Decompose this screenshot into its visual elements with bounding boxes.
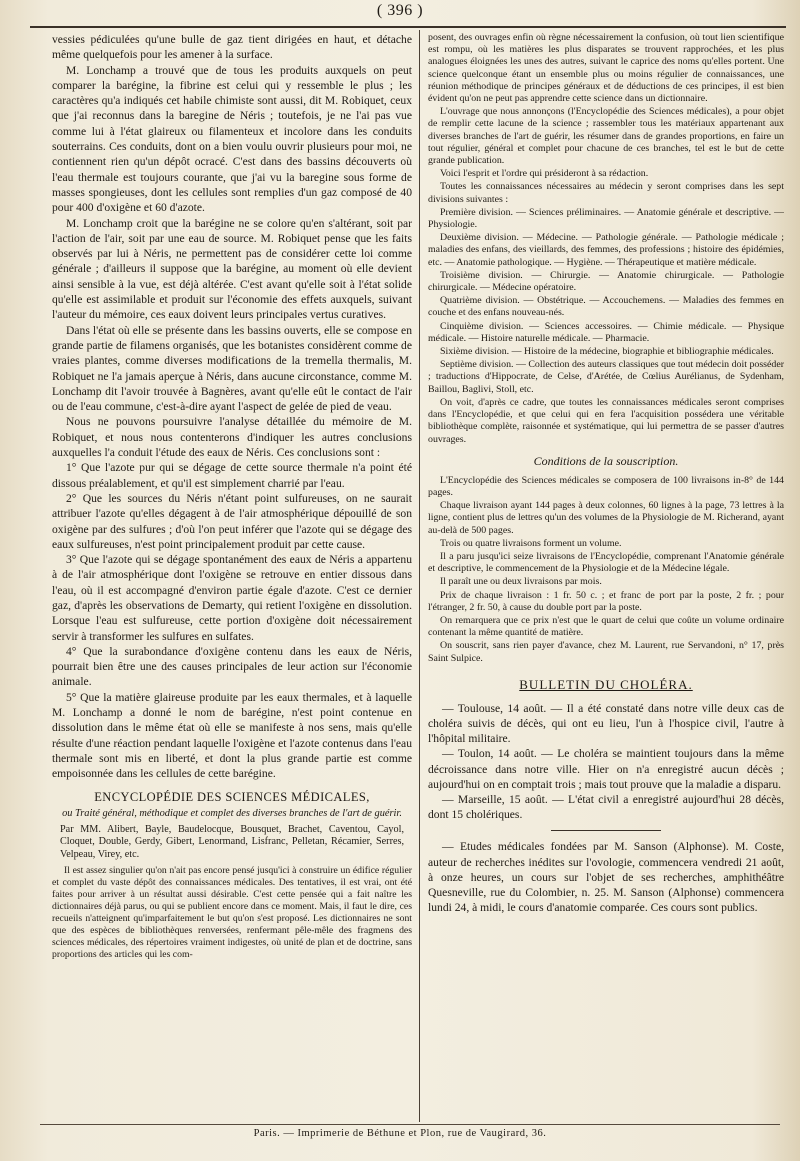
final-notice: — Etudes médicales fondées par M. Sanson (Alphonse). M. Coste, auteur de recherches inédites sur l'ovologie, commencera vendredi 21 août, à onze heures, un cours sur l'objet de ses recherches, amphithéâtre Quesneville, rue du Colombier, n. 25. M. Sanson (Alphonse) commencera lundi 24, à midi, le cours d'anatomie comparée. Ces cours sont publics. xyxy=(428,840,784,915)
condition-item: Trois ou quatre livraisons forment un volume. xyxy=(440,537,622,549)
page-number: ( 396 ) xyxy=(376,2,424,19)
left-paragraph: vessies pédiculées qu'une bulle de gaz tient dirigées en haut, et détache même quelquefois pour les amener à la surface. xyxy=(52,33,412,62)
right-paragraph: posent, des ouvrages enfin où règne nécessairement la confusion, où tout lien scientifique est rompu, où les matières les plus disparates se trouvent rapprochées, et les plus analogues éloignées les unes des autres, suivant le caprice des noms qu'elles portent. Une science quelconque étant un ensemble plus ou moins régulier de connaissances, une réunion méthodique de principes généraux et de déductions de ces principes, il est bien évident qu'on ne peut pas apprendre cette science dans un dictionnaire. xyxy=(428,32,784,105)
right-paragraph: On voit, d'après ce cadre, que toutes les connaissances médicales seront comprises dans l'Encyclopédie, et que celui qui en fera l'acquisition possédera une véritable bibliothèque complète, raisonnée et systématique, qui lui permettra de se passer d'autres ouvrages. xyxy=(428,396,784,445)
left-column xyxy=(52,32,412,1122)
right-paragraph: Voici l'esprit et l'ordre qui présideront à sa rédaction. xyxy=(440,168,649,180)
encyclopedie-subtitle: ou Traité général, méthodique et complet des diverses branches de l'art de guérir. xyxy=(62,807,402,819)
division-item: Sixième division. — Histoire de la médecine, biographie et bibliographie médicales. xyxy=(440,346,774,358)
division-item: Cinquième division. — Sciences accessoires. — Chimie médicale. — Physique médicale. — Histoire naturelle médicale. — Pharmacie. xyxy=(428,320,784,344)
division-item: Septième division. — Collection des auteurs classiques que tout médecin doit posséder ; traductions d'Hippocrate, de Celse, d'Arétée, de Cœlius Aurélianus, de Sydenham, Baillou, Baglivi, Stoll, etc. xyxy=(428,359,784,395)
conditions-title: Conditions de la souscription. xyxy=(533,453,679,468)
division-item: Troisième division. — Chirurgie. — Anatomie chirurgicale. — Pathologie chirurgicale. — Médecine opératoire. xyxy=(428,269,784,294)
condition-item: On souscrit, sans rien payer d'avance, chez M. Laurent, rue Servandoni, n° 17, près Saint Sulpice. xyxy=(428,640,784,664)
division-item: Deuxième division. — Médecine. — Pathologie générale. — Pathologie médicale ; maladies des enfans, des vieillards, des femmes, des professions ; histoire des épidémies, etc. — Anatomie pathologique. — Hygiène. — Thérapeutique et matière médicale. xyxy=(428,232,784,268)
left-paragraph: 4° Que la surabondance d'oxigène contenu dans les eaux de Néris, pourrait bien être une des causes principales de leur action sur l'économie animale. xyxy=(52,644,412,689)
condition-item: L'Encyclopédie des Sciences médicales se composera de 100 livraisons in-8° de 144 pages. xyxy=(428,474,784,498)
footer-rule xyxy=(40,1124,780,1125)
left-paragraph: 5° Que la matière glaireuse produite par les eaux thermales, et à laquelle M. Lonchamp a donné le nom de barégine, n'est point contenue en dissolution dans le même état où elle se manifeste à nos sens, mais qu'elle résulte d'une réaction pendant laquelle l'oxigène et l'azote contenus dans l'eau thermale sont mis en liberté, et dont la plus grande partie est comme empoisonnée dans les cellules de cette barégine. xyxy=(52,690,412,781)
right-paragraph: Toutes les connaissances nécessaires au médecin y seront comprises dans les sept divisions suivantes : xyxy=(428,181,784,205)
left-paragraph: 3° Que l'azote qui se dégage spontanément des eaux de Néris a appartenu à de l'air atmosphérique dont l'oxigène se retrouve en entier dissous dans l'eau, où il est accompagné d'environ partie égale d'azote. C'est ce dernier gaz, d'après les observations de Demarty, qui retient l'oxigène en dissolution. Lorsque l'eau est sulfureuse, cette portion d'oxigène doit nécessairement servir à transformer les sulfures en sulfates. xyxy=(52,553,412,643)
condition-item: On remarquera que ce prix n'est que le quart de celui que coûte un volume ordinaire contenant la même quantité de matière. xyxy=(428,614,784,639)
bulletin-item: — Marseille, 15 août. — L'état civil a enregistré aujourd'hui 28 décès, dont 15 cholériques. xyxy=(428,792,784,822)
condition-item: Prix de chaque livraison : 1 fr. 50 c. ; et franc de port par la poste, 2 fr. ; pour l'étranger, 2 fr. 50, à cause du double port par la poste. xyxy=(428,589,784,613)
bulletin-item: — Toulouse, 14 août. — Il a été constaté dans notre ville deux cas de choléra suivis de décès, qui ont eu lieu, l'un à l'hospice civil, l'autre à l'hôpital militaire. xyxy=(428,701,784,746)
left-paragraph: Nous ne pouvons poursuivre l'analyse détaillée du mémoire de M. Robiquet, et nous nous contenterons d'indiquer les autres conclusions auxquelles l'a conduit l'étude des eaux de Néris. Ces conclusions sont : xyxy=(52,415,412,460)
encyclopedie-text: Il est assez singulier qu'on n'ait pas encore pensé jusqu'ici à construire un édifice régulier et complet du vaste dépôt des connaissances médicales. Des tentatives, il est vrai, ont été faites pour arriver à un résultat aussi désirable. C'est cette pensée qui a fait naître les dictionnaires déjà parus, ou qui se publient encore dans ce moment. Mais, il faut le dire, ces recueils n'atteignent qu'imparfaitement le but qu'on s'est proposé. Les dictionnaires ne sont que des espèces de bibliothèques renversées, renfermant pêle-mêle des fragmens des sciences médicales, des répertoires vraiment indigestes, où unité de plan et de doctrine, sans proportions des articles qui les com- xyxy=(52,865,412,961)
section-rule xyxy=(551,830,661,831)
left-paragraph: 2° Que les sources du Néris n'étant point sulfureuses, on ne saurait attribuer l'azote qu'elles dégagent à de l'air atmosphérique dépouillé de son oxigène par des sulfures ; d'où l'on peut inférer que l'azote qui se dégage des eaux sulfureuses, n'est point principalement produit par cette cause. xyxy=(52,491,412,551)
condition-item: Il paraît une ou deux livraisons par mois. xyxy=(440,576,602,588)
column-divider xyxy=(419,30,420,1122)
condition-item: Chaque livraison ayant 144 pages à deux colonnes, 60 lignes à la page, 73 lettres à la ligne, contient plus de lettres qu'un des volumes de la Physiologie de M. Richerand, ayant au-delà de 500 pages. xyxy=(428,500,784,536)
left-paragraph: 1° Que l'azote pur qui se dégage de cette source thermale n'a point été dissous préalablement, et qu'il est simplement charrié par l'eau. xyxy=(52,461,412,490)
right-paragraph: L'ouvrage que nous annonçons (l'Encyclopédie des Sciences médicales), a pour objet de remplir cette lacune de la science ; rassembler tous les matériaux appartenant aux diverses branches de l'art de guérir, les résumer dans de grandes proportions, en faire un tout régulier, général et complet pour chacune de ces branches, tel est le but de cette grande publication. xyxy=(428,106,784,167)
left-paragraph: M. Lonchamp a trouvé que de tous les produits auxquels on peut comparer la barégine, la fibrine est celui qui y ressemble le plus ; les caractères qu'a indiqués cet habile chimiste sont aussi, dit M. Robiquet, ceux que j'ai reconnus dans la baregine de Néris ; toutefois, je ne l'ai pas vue comme lui à l'état glaireux ou filamenteux et incolore dans les conduits souterrains. Ces conduits, dont on a bien voulu ouvrir plusieurs pour moi, ne contiennent rien qu'un dépôt ocracé. C'est dans des bassins découverts où l'eau thermale est toujours courante, que j'ai vu la baregine sous forme de masses spongieuses, dont les cellules sont remplies d'un gaz composé de 40 pour 400 d'oxigène et 60 d'azote. xyxy=(52,63,412,215)
division-item: Première division. — Sciences préliminaires. — Anatomie générale et descriptive. — Physiologie. xyxy=(428,206,784,231)
bulletin-item: — Toulon, 14 août. — Le choléra se maintient toujours dans la même décroissance dans notre ville. Hier on n'a enregistré aucun décès ; aujourd'hui on en comptait trois ; mais tout prouve que la maladie a disparu. xyxy=(428,747,784,791)
right-column xyxy=(428,32,784,1122)
encyclopedie-title: ENCYCLOPÉDIE DES SCIENCES MÉDICALES, xyxy=(94,789,370,804)
printer-imprint: Paris. — Imprimerie de Béthune et Plon, rue de Vaugirard, 36. xyxy=(253,1128,547,1139)
left-paragraph: M. Lonchamp croit que la barégine ne se colore qu'en s'altérant, soit par l'action de l'air, soit par une eau de source. M. Robiquet pense que les faits observés par lui à Néris, ne permettent pas de considérer cette loi comme générale ; d'ailleurs il suppose que la barégine, au moment où elle devient ainsi sensible à la vue, est déjà altérée. C'est avant qu'elle soit à l'état solide qu'elle est assimilable et produit sur l'économie des effets auxquels, suivant l'auteur du mémoire, ces eaux doivent leurs principales vertus curatives. xyxy=(52,216,412,322)
encyclopedie-authors: Par MM. Alibert, Bayle, Baudelocque, Bousquet, Brachet, Caventou, Cayol, Cloquet, Double, Gerdy, Gibert, Lenormand, Lisfranc, Pelletan, Récamier, Serres, Velpeau, Virey, etc. xyxy=(60,823,404,860)
left-paragraph: Dans l'état où elle se présente dans les bassins ouverts, elle se compose en grande partie de filamens organisés, que les botanistes considèrent comme de vraies plantes, comme diverses modifications de la tremella thermalis, M. Robiquet ne l'a jamais aperçue à Néris, dans aucune circonstance, comme M. Lonchamp dit l'avoir trouvée à Bagnères, avant qu'elle eût le contact de l'air ou de l'eau commune, c'est-à-dire ayant l'aspect de gelée de pied de veau. xyxy=(52,323,412,414)
header-rule xyxy=(30,26,786,28)
division-item: Quatrième division. — Obstétrique. — Accouchemens. — Maladies des femmes en couche et des enfans nouveau-nés. xyxy=(428,295,784,319)
condition-item: Il a paru jusqu'ici seize livraisons de l'Encyclopédie, comprenant l'Anatomie générale et descriptive, le commencement de la Physiologie et de la Médecine légale. xyxy=(428,550,784,575)
bulletin-title: BULLETIN DU CHOLÉRA. xyxy=(519,676,693,692)
